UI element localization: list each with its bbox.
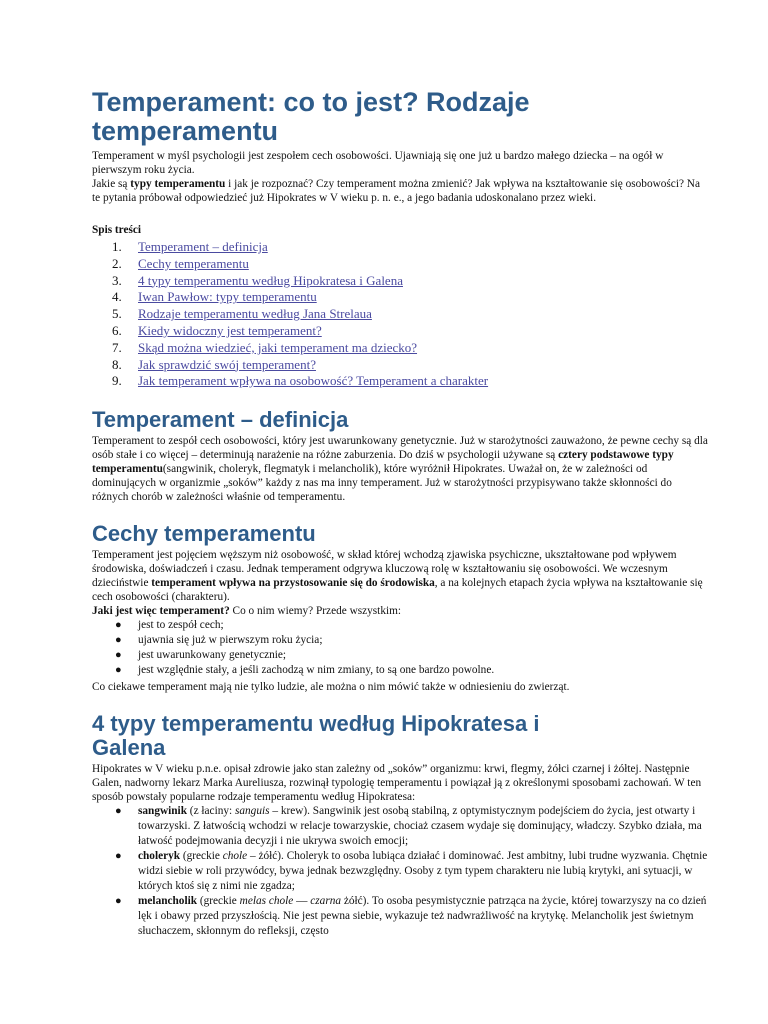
traits-paragraph bbox=[92, 548, 708, 604]
definition-text: Temperament to zespół cech osobowości, który jest uwarunkowany genetycznie. Już w starożytności zauważono, że pewne cechy są dla osób stałe i co więcej – determinują narażenie na różne zaburzenia. Do dziś w psychologii używane są bbox=[92, 435, 708, 462]
bullet-icon: ● bbox=[115, 664, 122, 677]
section-heading-definition: Temperament – definicja bbox=[92, 407, 349, 433]
toc-link[interactable]: Rodzaje temperamentu według Jana Strelaua bbox=[138, 306, 372, 322]
traits-bold: temperament wpływa na przystosowanie się do środowiska bbox=[151, 577, 435, 590]
definition-paragraph bbox=[92, 434, 708, 504]
toc-item[interactable] bbox=[92, 256, 708, 273]
type-desc: żółć). To osoba pesymistycznie patrząca na życie, której towarzyszy na co dzień lęk i obawy przed przyszłością. Nie jest pewna siebie, wykazuje też nadwrażliwość na krytykę. Melancholik jest świetnym słuchaczem, skłonnym do refleksji, często bbox=[138, 895, 707, 938]
list-item bbox=[92, 648, 708, 663]
bullet-icon: ● bbox=[115, 895, 122, 908]
type-latin: czarna bbox=[310, 895, 342, 908]
section-heading-hippocrates: 4 typy temperamentu według Hipokratesa i Galena bbox=[92, 711, 540, 761]
toc-link[interactable]: Skąd można wiedzieć, jaki temperament ma dziecko? bbox=[138, 339, 418, 355]
question-bold: Jaki jest więc temperament? bbox=[92, 605, 230, 618]
toc-item[interactable] bbox=[92, 357, 708, 374]
intro-paragraph-1: Temperament w myśl psychologii jest zespołem cech osobowości. Ujawniają się one już u bardzo małego dziecka – na ogół w pierwszym roku życia. bbox=[92, 150, 664, 176]
bullet-icon: ● bbox=[115, 649, 122, 662]
type-text: (z łaciny: bbox=[186, 805, 235, 818]
traits-text-rest: , a na kolejnych etapach życia wpływa na kształtowanie się cech osobowości (charakteru). bbox=[92, 577, 703, 604]
definition-text-rest: (sangwinik, choleryk, flegmatyk i melancholik), które wyróżnił Hipokrates. Uważał on, że w zależności od dominujących w organizmie „soków” każdy z nas ma inny temperament. Już w starożytności przypisywano także skłonności do różnych chorób w zależności właśnie od temperamentu. bbox=[92, 463, 672, 504]
toc-number: 2. bbox=[112, 255, 122, 271]
types-list bbox=[92, 804, 708, 939]
toc-number: 7. bbox=[112, 339, 122, 355]
bullet-icon: ● bbox=[115, 850, 122, 863]
page-title: Temperament: co to jest? Rodzaje temperamentu bbox=[92, 87, 530, 146]
type-desc: – krew). Sangwinik jest osobą stabilną, z optymistycznym podejściem do życia, jest otwarty i towarzyski. Z łatwością wchodzi w relacje towarzyskie, chociaż czasem wydaje się dominujący, władczy. Szybko działa, ma łatwość podejmowania decyzji i nie ukrywa swoich emocji; bbox=[138, 805, 702, 848]
traits-outro: Co ciekawe temperament mają nie tylko ludzie, ale można o nim mówić także w odniesieniu do zwierząt. bbox=[92, 681, 570, 694]
list-item bbox=[92, 663, 708, 678]
toc-item[interactable] bbox=[92, 340, 708, 357]
type-latin: sanguis bbox=[234, 805, 270, 818]
toc-link[interactable]: Jak sprawdzić swój temperament? bbox=[138, 356, 316, 372]
list-item bbox=[92, 618, 708, 633]
toc-item[interactable] bbox=[92, 306, 708, 323]
toc-link[interactable]: Iwan Pawłow: typy temperamentu bbox=[138, 289, 317, 305]
type-name: melancholik bbox=[138, 895, 197, 908]
bullet-icon: ● bbox=[115, 805, 122, 818]
toc-title: Spis treści bbox=[92, 224, 142, 236]
toc-item[interactable] bbox=[92, 373, 708, 390]
toc-number: 3. bbox=[112, 272, 122, 288]
traits-list bbox=[92, 618, 708, 678]
toc-number: 4. bbox=[112, 289, 122, 305]
toc-item[interactable] bbox=[92, 289, 708, 306]
list-item-text: jest uwarunkowany genetycznie; bbox=[138, 649, 287, 662]
type-latin: melas chole bbox=[239, 895, 294, 908]
toc-item[interactable] bbox=[92, 239, 708, 256]
toc-link[interactable]: 4 typy temperamentu według Hipokratesa i Galena bbox=[138, 272, 403, 288]
type-desc: – żółć). Choleryk to osoba lubiąca działać i dominować. Jest ambitny, lubi trudne wyzwania. Chętnie widzi siebie w roli przywódcy, bywa jednak bezwzględny. Osoby z tym typem charakteru nie lubią krytyki, ani sytuacji, w których ktoś się z nimi nie zgadza; bbox=[138, 850, 708, 893]
list-item-text: jest względnie stały, a jeśli zachodzą w nim zmiany, to są one bardzo powolne. bbox=[138, 664, 495, 677]
toc-link[interactable]: Kiedy widoczny jest temperament? bbox=[138, 322, 322, 338]
traits-text: Temperament jest pojęciem węższym niż osobowość, w skład której wchodzą zjawiska psychiczne, ukształtowane pod wpływem środowiska, doświadczeń i czasu. Jednak temperament odgrywa kluczową rolę w kształtowaniu się osobowości. We wczesnym dzieciństwie bbox=[92, 549, 677, 590]
list-item bbox=[92, 894, 708, 939]
toc-number: 8. bbox=[112, 356, 122, 372]
intro-text-rest: i jak je rozpoznać? Czy temperament można zmienić? Jak wpływa na kształtowanie się osobowości? Na te pytania próbował odpowiedzieć już Hipokrates w V wieku p. n. e., a jego badania udoskonalano przez wieki. bbox=[92, 178, 700, 204]
type-text: (greckie bbox=[197, 895, 240, 908]
bullet-icon: ● bbox=[115, 634, 122, 647]
list-item bbox=[92, 849, 708, 894]
toc-link[interactable]: Cechy temperamentu bbox=[138, 255, 249, 271]
type-latin: chole bbox=[222, 850, 248, 863]
toc-number: 5. bbox=[112, 306, 122, 322]
list-item bbox=[92, 633, 708, 648]
type-text: (greckie bbox=[180, 850, 223, 863]
toc-item[interactable] bbox=[92, 273, 708, 290]
intro-bold: typy temperamentu bbox=[130, 178, 226, 190]
toc-link[interactable]: Jak temperament wpływa na osobowość? Temperament a charakter bbox=[138, 373, 489, 389]
type-name: sangwinik bbox=[138, 805, 187, 818]
table-of-contents bbox=[92, 239, 708, 390]
hippocrates-intro: Hipokrates w V wieku p.n.e. opisał zdrowie jako stan zależny od „soków” organizmu: krwi, flegmy, żółci czarnej i żółtej. Następnie Galen, nadworny lekarz Marka Aureliusza, rozwinął typologię temperamentu i powiązał ją z określonymi sposobami zachowań. W ten sposób powstały popularne rodzaje temperamentu według Hipokratesa: bbox=[92, 763, 702, 804]
type-text: — bbox=[293, 895, 311, 908]
question-rest: Co o nim wiemy? Przede wszystkim: bbox=[229, 605, 402, 618]
toc-link[interactable]: Temperament – definicja bbox=[138, 239, 268, 254]
bullet-icon: ● bbox=[115, 619, 122, 632]
intro-paragraph-2 bbox=[92, 177, 708, 205]
section-heading-traits: Cechy temperamentu bbox=[92, 521, 316, 547]
toc-number: 1. bbox=[112, 239, 122, 254]
traits-question bbox=[92, 604, 708, 618]
toc-item[interactable] bbox=[92, 323, 708, 340]
type-name: choleryk bbox=[138, 850, 181, 863]
list-item-text: jest to zespół cech; bbox=[138, 619, 224, 632]
list-item-text: ujawnia się już w pierwszym roku życia; bbox=[138, 634, 323, 647]
toc-number: 9. bbox=[112, 373, 122, 389]
intro-text: Jakie są bbox=[92, 178, 131, 190]
list-item bbox=[92, 804, 708, 849]
definition-bold: cztery podstawowe typy temperamentu bbox=[92, 449, 674, 476]
toc-number: 6. bbox=[112, 322, 122, 338]
